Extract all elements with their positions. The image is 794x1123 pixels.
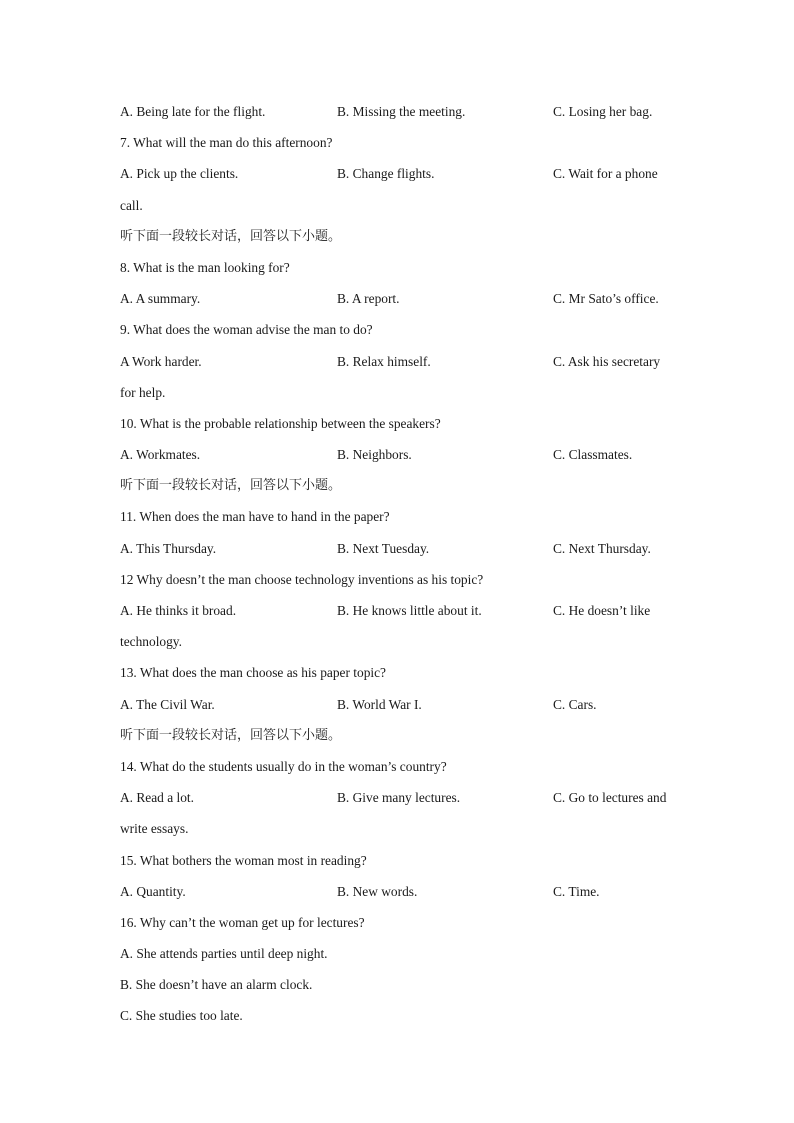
question-10: 10. What is the probable relationship between the speakers? [120,415,441,431]
option-row [120,880,700,911]
question-13: 13. What does the man choose as his paper topic? [120,665,387,681]
option-row [120,599,700,630]
option-a: A. Pick up the clients. [120,166,239,182]
continuation-text: write essays. [120,821,189,837]
question-16: 16. Why can’t the woman get up for lectures? [120,914,365,930]
option-c: C. Go to lectures and [553,790,667,806]
option-row [120,287,700,318]
option-c: C. Ask his secretary [553,353,661,369]
option-c: C. He doesn’t like [553,603,651,618]
option-row [120,100,700,131]
option-a: A. A summary. [120,291,201,307]
question-14: 14. What do the students usually do in the woman’s country? [120,758,447,774]
option-b: B. Change flights. [337,166,435,182]
option-c: C. Wait for a phone [553,166,658,182]
option-b: B. He knows little about it. [337,603,482,618]
exam-page [120,100,700,1036]
option-b: B. Next Tuesday. [337,540,430,556]
option-a: A. This Thursday. [120,540,217,556]
option-c-line: C. She studies too late. [120,1008,243,1024]
section-instruction: 听下面一段较长对话，回答以下小题。 [120,727,342,743]
option-a: A. Workmates. [120,447,201,463]
option-row [120,162,700,193]
question-9: 9. What does the woman advise the man to do? [120,322,373,338]
option-row [120,693,700,724]
option-c: C. Mr Sato’s office. [553,291,659,307]
option-a: A Work harder. [120,353,202,369]
option-a: A. Being late for the flight. [120,104,266,119]
section-instruction: 听下面一段较长对话，回答以下小题。 [120,228,342,244]
question-7: 7. What will the man do this afternoon? [120,135,333,151]
option-a-line: A. She attends parties until deep night. [120,946,328,962]
continuation-text: call. [120,197,143,213]
option-b-line: B. She doesn’t have an alarm clock. [120,977,313,993]
option-b: B. Neighbors. [337,447,412,463]
option-c: C. Time. [553,883,600,899]
option-a: A. He thinks it broad. [120,603,237,618]
question-8: 8. What is the man looking for? [120,259,290,275]
option-c: C. Losing her bag. [553,104,653,119]
section-instruction: 听下面一段较长对话，回答以下小题。 [120,478,342,494]
option-b: B. A report. [337,291,400,307]
option-b: B. Relax himself. [337,353,431,369]
option-c: C. Next Thursday. [553,540,651,556]
option-b: B. Give many lectures. [337,790,461,806]
question-15: 15. What bothers the woman most in reading? [120,852,367,868]
option-b: B. Missing the meeting. [337,104,466,119]
option-row [120,786,700,817]
option-a: A. Quantity. [120,883,186,899]
continuation-text: for help. [120,384,166,400]
option-c: C. Classmates. [553,447,633,463]
option-a: A. Read a lot. [120,790,195,806]
option-row [120,350,700,381]
option-c: C. Cars. [553,696,597,712]
continuation-text: technology. [120,634,182,650]
option-b: B. World War I. [337,696,422,712]
question-12: 12 Why doesn’t the man choose technology inventions as his topic? [120,571,484,587]
option-a: A. The Civil War. [120,696,215,712]
question-11: 11. When does the man have to hand in the paper? [120,509,390,525]
option-row [120,537,700,568]
option-row [120,443,700,474]
option-b: B. New words. [337,883,418,899]
